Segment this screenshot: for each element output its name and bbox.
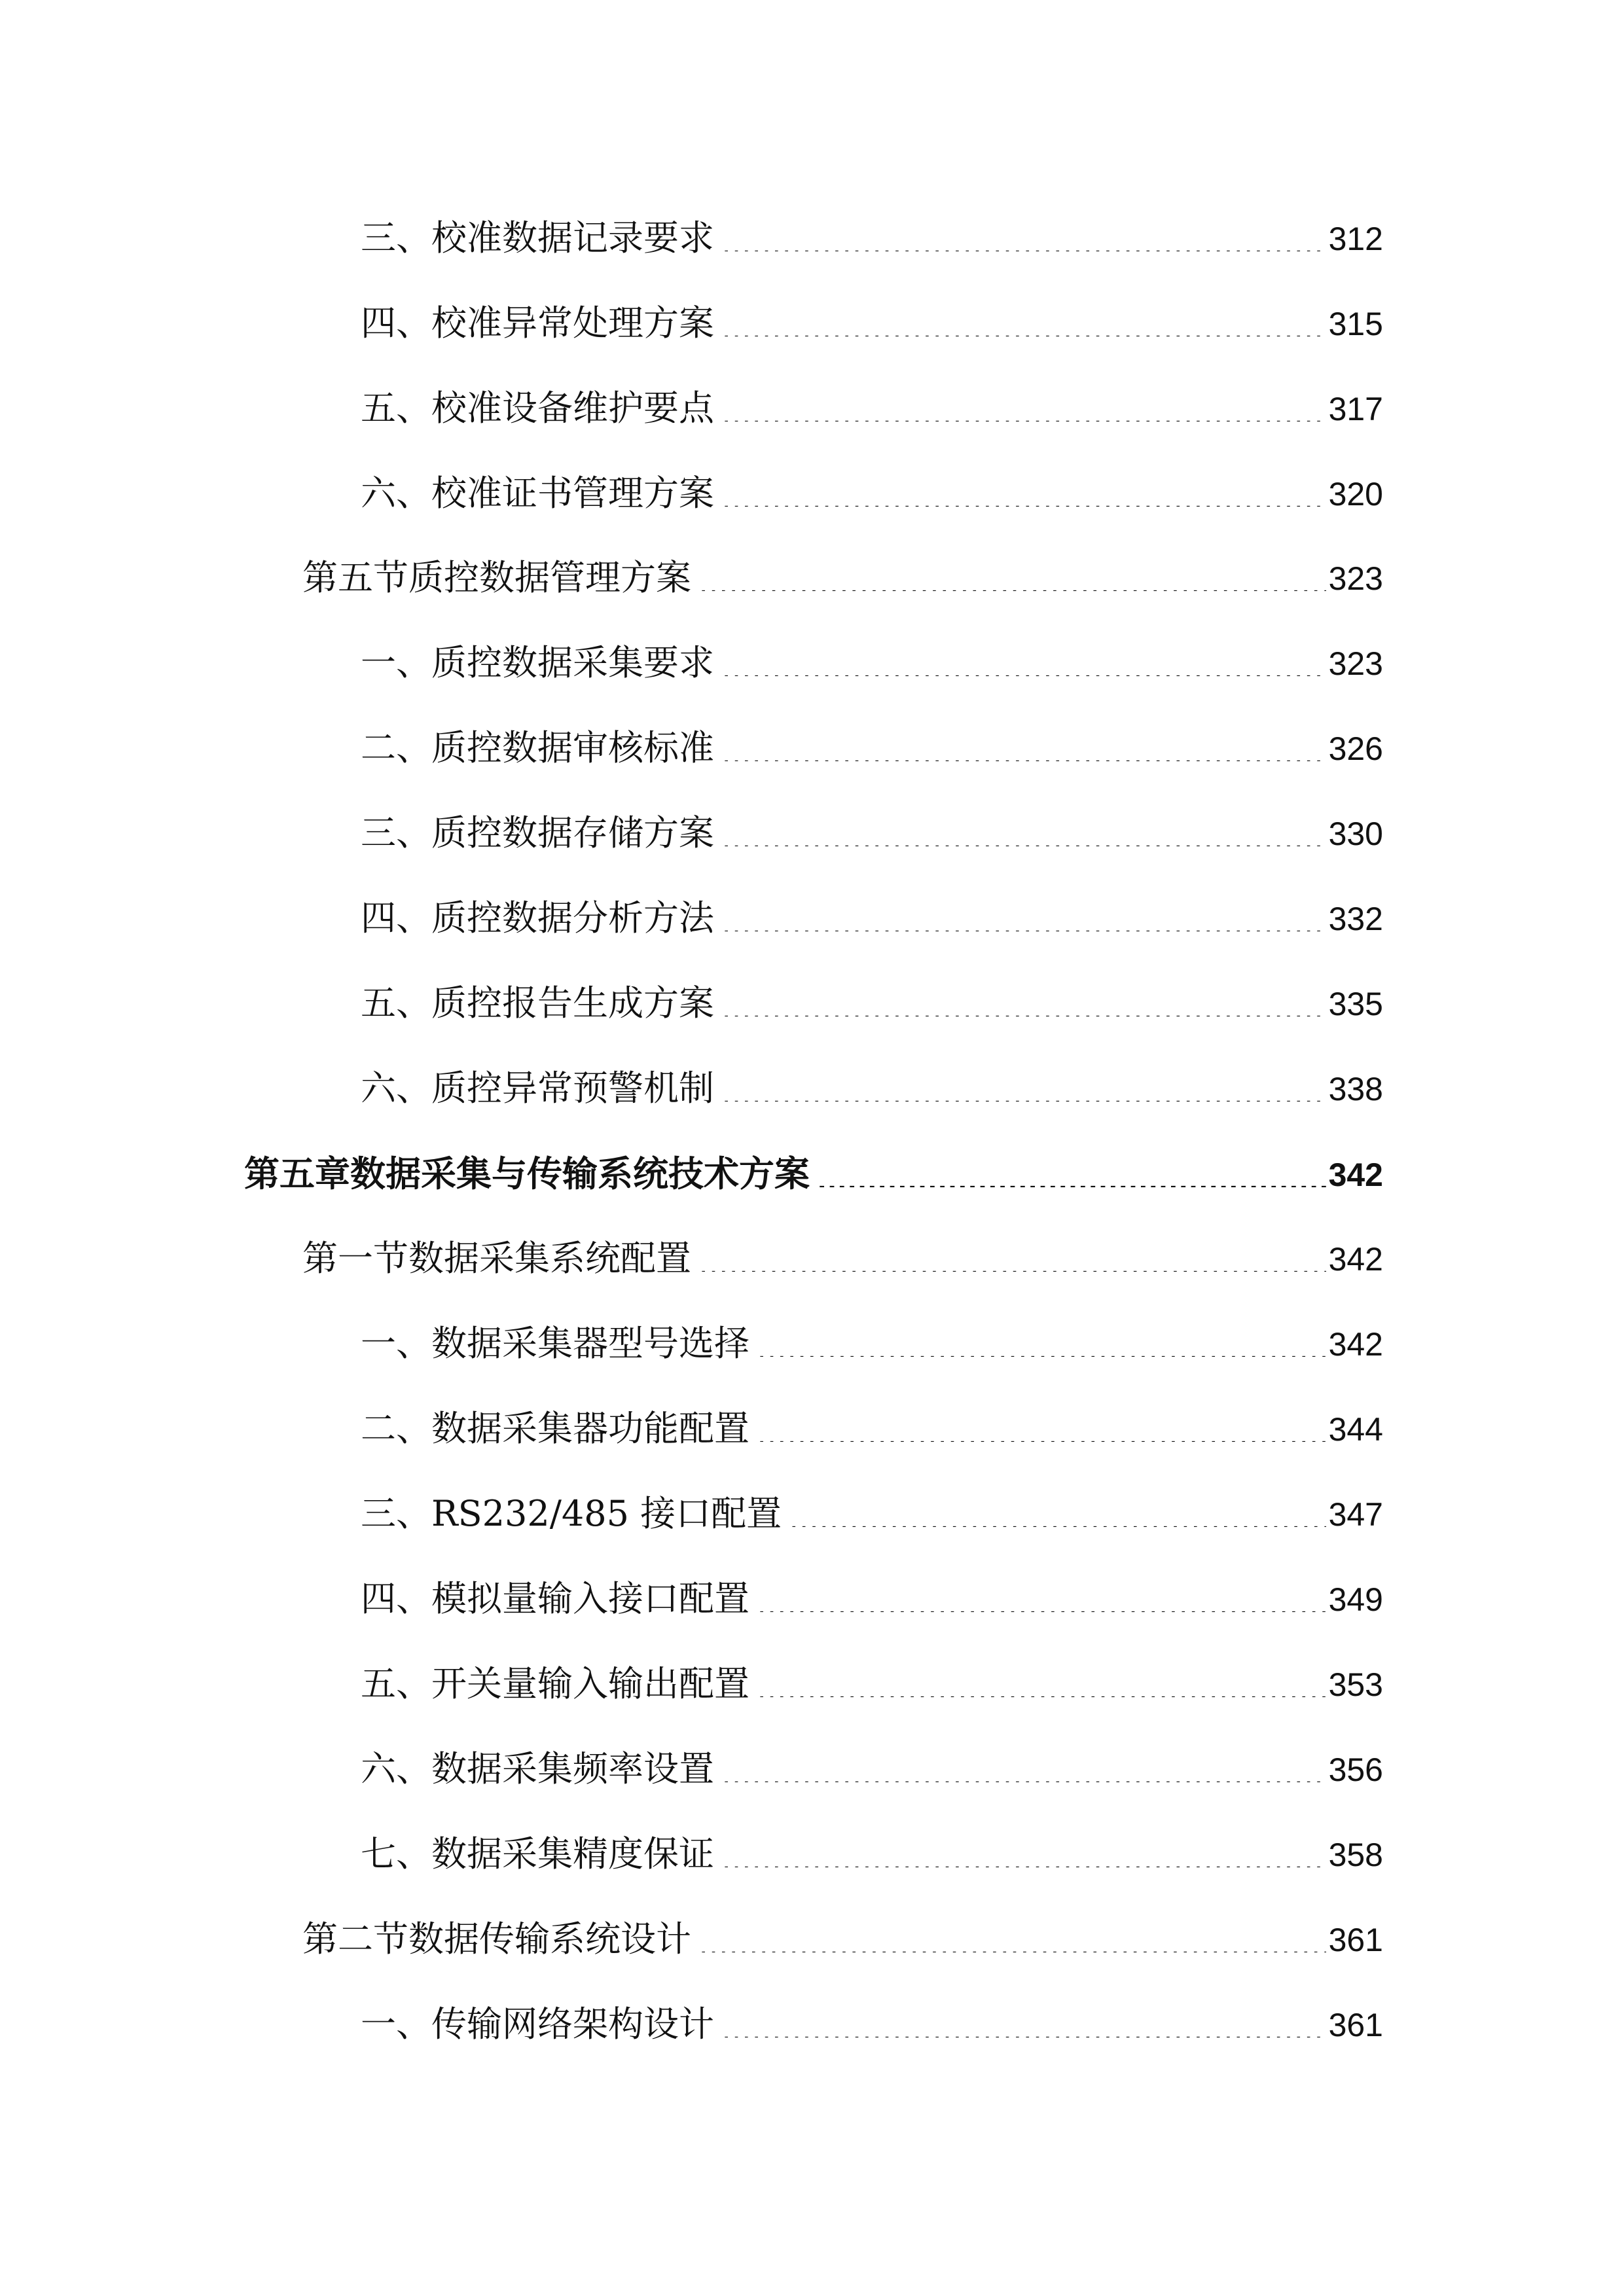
toc-entry[interactable] [302,552,1383,604]
toc-page-number: 338 [1328,1071,1383,1107]
toc-entry[interactable] [361,1658,1383,1710]
toc-entry[interactable] [361,892,1383,944]
toc-page-number: 332 [1328,901,1383,937]
toc-dot-leader [722,726,1326,761]
toc-entry-title: 二、数据采集器功能配置 [361,1408,749,1449]
toc-entry[interactable] [361,1062,1383,1115]
toc-dot-leader [699,1236,1326,1272]
toc-page-number: 320 [1328,476,1383,512]
toc-dot-leader [722,1832,1326,1867]
toc-entry-title: 三、质控数据存储方案 [361,812,714,853]
toc-entry[interactable] [244,1147,1383,1200]
toc-entry-title: 六、数据采集频率设置 [361,1748,714,1789]
toc-entry-title: 一、传输网络架构设计 [361,2003,714,2045]
toc-dot-leader [722,386,1326,422]
toc-entry-title: 四、校准异常处理方案 [361,302,714,344]
toc-entry[interactable] [361,637,1383,689]
toc-entry-title: 第五节质控数据管理方案 [302,557,691,598]
toc-dot-leader [722,1066,1326,1102]
toc-dot-leader [722,811,1326,846]
toc-entry-title: 四、质控数据分析方法 [361,897,714,939]
toc-dot-leader [757,1407,1326,1442]
toc-dot-leader [818,1152,1326,1187]
toc-entry[interactable] [361,1743,1383,1795]
toc-entry[interactable] [302,1913,1383,1965]
toc-page-number: 344 [1328,1411,1383,1448]
toc-page-number: 342 [1328,1241,1383,1278]
toc-entry[interactable] [361,1573,1383,1625]
toc-dot-leader [722,981,1326,1016]
toc-page-number: 358 [1328,1837,1383,1873]
toc-page-number: 342 [1328,1326,1383,1363]
toc-page-number: 312 [1328,221,1383,257]
toc-entry-title: 一、质控数据采集要求 [361,642,714,683]
toc-entry-title: 五、开关量输入输出配置 [361,1663,749,1704]
toc-dot-leader [699,1917,1326,1952]
toc-entry-title: 第二节数据传输系统设计 [302,1918,691,1960]
toc-entry-title: 三、校准数据记录要求 [361,217,714,259]
toc-entry-title: 四、模拟量输入接口配置 [361,1578,749,1619]
toc-page-number: 353 [1328,1666,1383,1703]
toc-dot-leader [722,216,1326,251]
toc-entry[interactable] [361,1403,1383,1455]
toc-entry-title: 六、质控异常预警机制 [361,1067,714,1109]
toc-entry[interactable] [361,1318,1383,1370]
toc-entry-title: 三、RS232/485 接口配置 [361,1493,782,1534]
toc-dot-leader [722,2002,1326,2037]
toc-page-number: 361 [1328,1922,1383,1958]
toc-entry[interactable] [361,807,1383,859]
toc-dot-leader [757,1321,1326,1357]
toc-entry-title: 五、质控报告生成方案 [361,982,714,1024]
toc-dot-leader [722,641,1326,676]
toc-page-number: 349 [1328,1581,1383,1618]
toc-entry[interactable] [361,1828,1383,1880]
toc-page-number: 326 [1328,730,1383,767]
toc-entry[interactable] [361,722,1383,774]
toc-page-number: 317 [1328,391,1383,427]
toc-dot-leader [757,1577,1326,1612]
toc-dot-leader [722,1747,1326,1782]
toc-page-number: 356 [1328,1751,1383,1788]
toc-page-number: 323 [1328,645,1383,682]
toc-dot-leader [757,1662,1326,1697]
toc-dot-leader [722,471,1326,507]
toc-entry[interactable] [361,467,1383,520]
toc-entry[interactable] [361,382,1383,435]
toc-entry[interactable] [361,1488,1383,1540]
toc-entry[interactable] [302,1232,1383,1285]
toc-dot-leader [789,1492,1326,1527]
toc-entry-title: 六、校准证书管理方案 [361,473,714,514]
toc-page-number: 347 [1328,1496,1383,1533]
toc-page-number: 342 [1328,1157,1383,1193]
toc-entry-title: 第五章数据采集与传输系统技术方案 [244,1153,810,1194]
toc-dot-leader [699,556,1326,591]
toc-page-number: 323 [1328,560,1383,597]
toc-entry-title: 一、数据采集器型号选择 [361,1323,749,1364]
toc-entry-title: 五、校准设备维护要点 [361,387,714,429]
toc-page-number: 315 [1328,306,1383,342]
toc-entry[interactable] [361,297,1383,350]
toc-dot-leader [722,896,1326,931]
toc-entry[interactable] [361,212,1383,264]
toc-entry-title: 七、数据采集精度保证 [361,1833,714,1874]
toc-page-number: 330 [1328,816,1383,852]
toc-page-number: 361 [1328,2007,1383,2043]
toc-entry[interactable] [361,1998,1383,2051]
toc-entry-title: 二、质控数据审核标准 [361,727,714,768]
toc-dot-leader [722,301,1326,336]
toc-entry-title: 第一节数据采集系统配置 [302,1238,691,1279]
toc-page-number: 335 [1328,986,1383,1022]
toc-entry[interactable] [361,977,1383,1030]
